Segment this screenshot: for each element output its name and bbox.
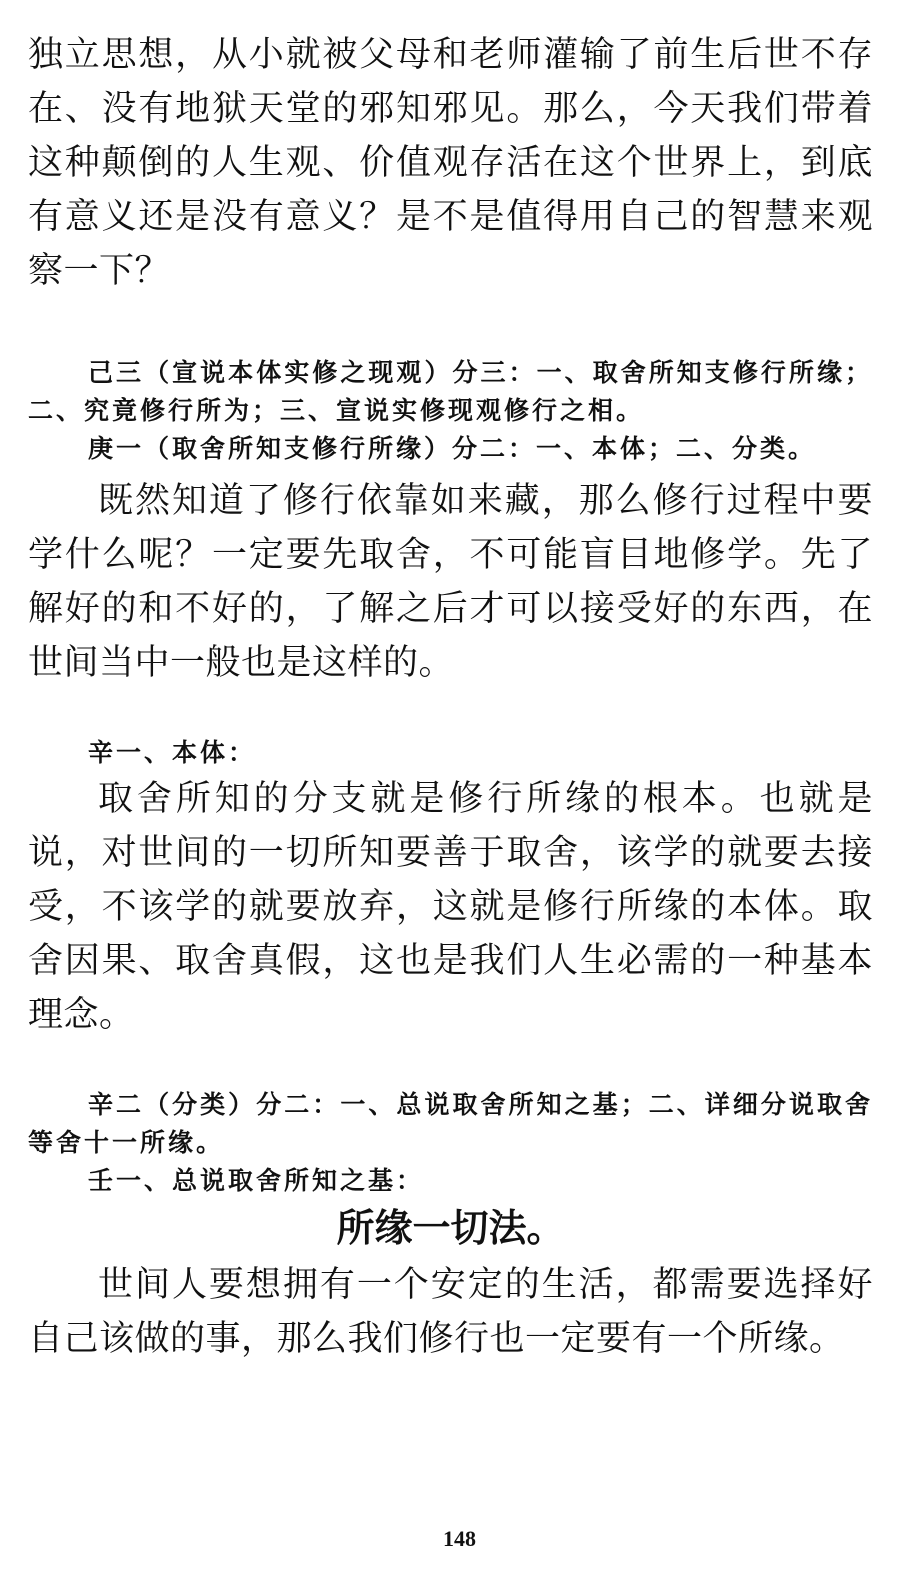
body-paragraph-4: 世间人要想拥有一个安定的生活，都需要选择好自己该做的事，那么我们修行也一定要有一个所缘。 xyxy=(28,1265,873,1359)
verse-line: 所缘一切法。 xyxy=(336,1208,565,1250)
page-content xyxy=(28,28,873,1366)
section-heading-ji-san: 己三（宣说本体实修之现观）分三：一、取舍所知支修行所缘；二、究竟修行所为；三、宣说实修现观修行之相。 xyxy=(28,358,873,425)
section-heading-geng-yi: 庚一（取舍所知支修行所缘）分二：一、本体；二、分类。 xyxy=(88,434,817,463)
spacer xyxy=(28,690,873,734)
spacer xyxy=(28,298,873,354)
page-number: 148 xyxy=(443,1526,476,1551)
spacer xyxy=(28,1042,873,1086)
section-heading-xin-er: 辛二（分类）分二：一、总说取舍所知之基；二、详细分说取舍等舍十一所缘。 xyxy=(28,1090,873,1157)
body-paragraph-3: 取舍所知的分支就是修行所缘的根本。也就是说，对世间的一切所知要善于取舍，该学的就要去接受，不该学的就要放弃，这就是修行所缘的本体。取舍因果、取舍真假，这也是我们人生必需的一种基本理念。 xyxy=(28,779,873,1035)
body-paragraph-1: 独立思想，从小就被父母和老师灌输了前生后世不存在、没有地狱天堂的邪知邪见。那么，今天我们带着这种颠倒的人生观、价值观存活在这个世界上，到底有意义还是没有意义？是不是值得用自己的智慧来观察一下？ xyxy=(28,35,873,291)
section-heading-xin-yi: 辛一、本体： xyxy=(88,738,257,767)
body-paragraph-2: 既然知道了修行依靠如来藏，那么修行过程中要学什么呢？一定要先取舍，不可能盲目地修学。先了解好的和不好的，了解之后才可以接受好的东西，在世间当中一般也是这样的。 xyxy=(28,481,873,683)
section-heading-ren-yi: 壬一、总说取舍所知之基： xyxy=(88,1166,425,1195)
